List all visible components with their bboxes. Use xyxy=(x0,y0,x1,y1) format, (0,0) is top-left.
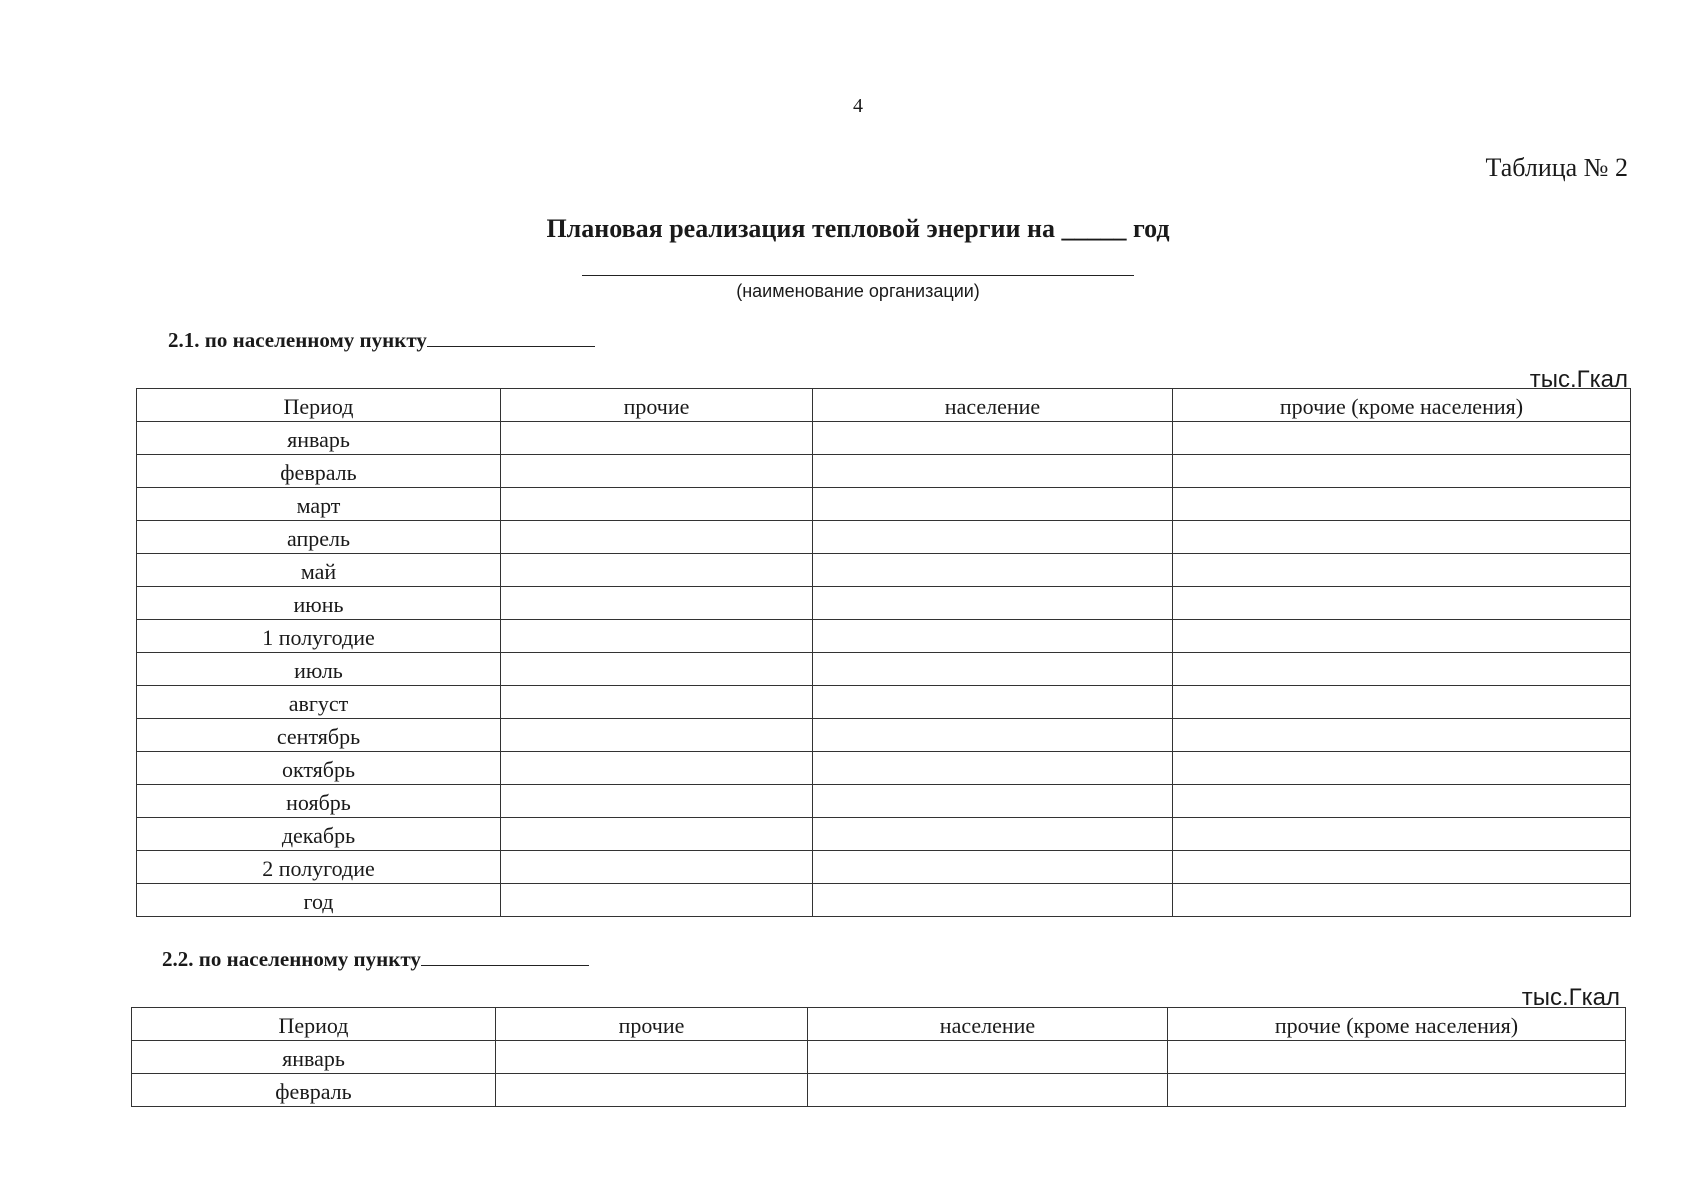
other-value-cell[interactable] xyxy=(501,719,813,752)
other-except-population-value-cell[interactable] xyxy=(1173,719,1631,752)
table-row xyxy=(137,686,1631,719)
period-cell: июль xyxy=(137,653,501,686)
column-header-other-except-population: прочие (кроме населения) xyxy=(1168,1008,1626,1041)
population-value-cell[interactable] xyxy=(813,884,1173,917)
table-row xyxy=(137,884,1631,917)
population-value-cell[interactable] xyxy=(813,653,1173,686)
population-value-cell[interactable] xyxy=(813,488,1173,521)
section-heading-2-2 xyxy=(162,947,589,972)
population-value-cell[interactable] xyxy=(813,785,1173,818)
section-heading-label: 2.2. по населенному пункту xyxy=(162,947,421,971)
period-cell: сентябрь xyxy=(137,719,501,752)
table-row xyxy=(137,422,1631,455)
table-header-row xyxy=(137,389,1631,422)
table-row xyxy=(137,554,1631,587)
other-except-population-value-cell[interactable] xyxy=(1168,1041,1626,1074)
table-row xyxy=(137,719,1631,752)
population-value-cell[interactable] xyxy=(813,851,1173,884)
other-value-cell[interactable] xyxy=(501,620,813,653)
other-except-population-value-cell[interactable] xyxy=(1173,455,1631,488)
table-row xyxy=(137,818,1631,851)
other-value-cell[interactable] xyxy=(501,818,813,851)
column-header-population: население xyxy=(813,389,1173,422)
period-cell: апрель xyxy=(137,521,501,554)
other-except-population-value-cell[interactable] xyxy=(1168,1074,1626,1107)
population-value-cell[interactable] xyxy=(813,620,1173,653)
other-except-population-value-cell[interactable] xyxy=(1173,653,1631,686)
other-except-population-value-cell[interactable] xyxy=(1173,818,1631,851)
other-value-cell[interactable] xyxy=(501,587,813,620)
column-header-other: прочие xyxy=(496,1008,808,1041)
column-header-other-except-population: прочие (кроме населения) xyxy=(1173,389,1631,422)
other-except-population-value-cell[interactable] xyxy=(1173,422,1631,455)
population-value-cell[interactable] xyxy=(813,587,1173,620)
period-cell: ноябрь xyxy=(137,785,501,818)
unit-label: тыс.Гкал xyxy=(1529,366,1628,393)
table-row xyxy=(137,620,1631,653)
other-value-cell[interactable] xyxy=(501,488,813,521)
table-row xyxy=(137,587,1631,620)
period-cell: январь xyxy=(137,422,501,455)
plan-table-2 xyxy=(131,1007,1626,1107)
population-value-cell[interactable] xyxy=(808,1041,1168,1074)
column-header-other: прочие xyxy=(501,389,813,422)
page-title: Плановая реализация тепловой энергии на _____ год xyxy=(546,214,1170,243)
other-except-population-value-cell[interactable] xyxy=(1173,488,1631,521)
period-cell: октябрь xyxy=(137,752,501,785)
section-heading-2-1 xyxy=(168,328,595,353)
column-header-population: население xyxy=(808,1008,1168,1041)
settlement-blank xyxy=(421,947,589,966)
column-header-period: Период xyxy=(132,1008,496,1041)
other-value-cell[interactable] xyxy=(501,455,813,488)
table-row xyxy=(137,752,1631,785)
other-value-cell[interactable] xyxy=(501,686,813,719)
table-row xyxy=(137,488,1631,521)
other-except-population-value-cell[interactable] xyxy=(1173,785,1631,818)
other-except-population-value-cell[interactable] xyxy=(1173,521,1631,554)
period-cell: 2 полугодие xyxy=(137,851,501,884)
table-row xyxy=(137,785,1631,818)
period-cell: август xyxy=(137,686,501,719)
other-value-cell[interactable] xyxy=(496,1041,808,1074)
population-value-cell[interactable] xyxy=(813,554,1173,587)
population-value-cell[interactable] xyxy=(813,752,1173,785)
period-cell: июнь xyxy=(137,587,501,620)
table-row xyxy=(137,521,1631,554)
other-value-cell[interactable] xyxy=(501,851,813,884)
table-label: Таблица № 2 xyxy=(1485,153,1628,182)
period-cell: февраль xyxy=(132,1074,496,1107)
other-value-cell[interactable] xyxy=(501,785,813,818)
period-cell: январь xyxy=(132,1041,496,1074)
table-row xyxy=(132,1041,1626,1074)
other-value-cell[interactable] xyxy=(501,422,813,455)
period-cell: 1 полугодие xyxy=(137,620,501,653)
other-value-cell[interactable] xyxy=(496,1074,808,1107)
other-except-population-value-cell[interactable] xyxy=(1173,554,1631,587)
organization-caption: (наименование организации) xyxy=(736,281,980,301)
table-header-row xyxy=(132,1008,1626,1041)
page-number: 4 xyxy=(853,95,863,117)
other-value-cell[interactable] xyxy=(501,554,813,587)
table-row xyxy=(137,455,1631,488)
table-row xyxy=(137,653,1631,686)
period-cell: май xyxy=(137,554,501,587)
section-heading-label: 2.1. по населенному пункту xyxy=(168,328,427,352)
other-value-cell[interactable] xyxy=(501,884,813,917)
period-cell: декабрь xyxy=(137,818,501,851)
population-value-cell[interactable] xyxy=(813,818,1173,851)
other-value-cell[interactable] xyxy=(501,752,813,785)
other-except-population-value-cell[interactable] xyxy=(1173,851,1631,884)
population-value-cell[interactable] xyxy=(813,455,1173,488)
population-value-cell[interactable] xyxy=(808,1074,1168,1107)
column-header-period: Период xyxy=(137,389,501,422)
other-except-population-value-cell[interactable] xyxy=(1173,884,1631,917)
plan-table-1 xyxy=(136,388,1631,917)
table-row xyxy=(137,851,1631,884)
period-cell: год xyxy=(137,884,501,917)
settlement-blank xyxy=(427,328,595,347)
other-except-population-value-cell[interactable] xyxy=(1173,752,1631,785)
period-cell: февраль xyxy=(137,455,501,488)
other-except-population-value-cell[interactable] xyxy=(1173,620,1631,653)
population-value-cell[interactable] xyxy=(813,719,1173,752)
table-row xyxy=(132,1074,1626,1107)
other-except-population-value-cell[interactable] xyxy=(1173,686,1631,719)
other-except-population-value-cell[interactable] xyxy=(1173,587,1631,620)
other-value-cell[interactable] xyxy=(501,653,813,686)
population-value-cell[interactable] xyxy=(813,521,1173,554)
organization-name-line xyxy=(582,275,1134,276)
population-value-cell[interactable] xyxy=(813,422,1173,455)
period-cell: март xyxy=(137,488,501,521)
population-value-cell[interactable] xyxy=(813,686,1173,719)
other-value-cell[interactable] xyxy=(501,521,813,554)
unit-label: тыс.Гкал xyxy=(1521,984,1620,1011)
